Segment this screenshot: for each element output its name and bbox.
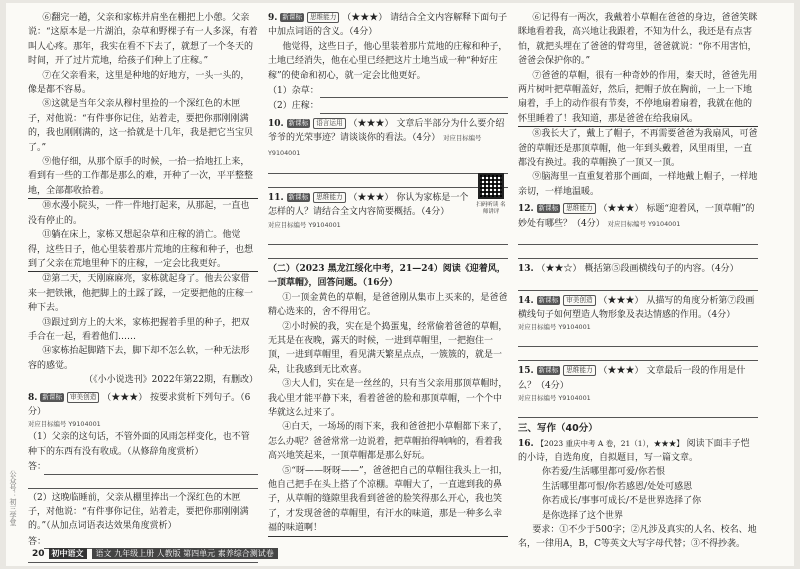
answer-line[interactable] [268,99,508,113]
paragraph: ⑬跟过到方上的大米，家栋把握着手里的种子，把双手合在一起，看着他们…… [28,317,250,342]
answer-line[interactable] [28,460,258,474]
column-left [28,11,258,563]
question-text: 请结合全文内容解释下面句子中加点词语的含义。（4分） [268,13,508,38]
difficulty-stars: （★★★） [598,295,644,306]
paragraph: ⑧我长大了，戴上了帽子，不再需要爸爸为我扇风，可爸爸的草帽还是那顶草帽，他一年到头戴着，风里雨里，一直都没有换过。我的草帽换了一顶又一顶。 [518,129,758,169]
answer-line[interactable] [518,348,758,361]
paragraph: ⑨脑海里一直重复着那个画面，一样地戴上帽子，一样地亲切，一样地温暖。 [518,172,758,197]
answer-label: 答： [28,536,47,547]
target-code: 对应目标编号 Y9104001 [28,420,101,429]
question-number: 14. [518,295,534,306]
answer-line[interactable] [268,161,508,174]
page-number: 20 [32,548,45,559]
side-watermark: 公众号：初三学堂 [9,470,17,526]
poem-line: 是你选择了这个世界 [542,510,624,521]
paragraph: ⑥翻完一趟，父亲和家栋并肩坐在棚把上小憩。父亲说：“这原本是一片湖泊，杂草和野棵子有一人多深，有着叫人心疼。那年，我实在看不下去了，就想了一个冬天的时间，开了过片荒地，给孩子们种上了庄稼。” [28,13,258,67]
target-code: 对应目标编号 Y9104001 [607,219,681,228]
poem [518,465,758,523]
question-number: 9. [268,13,278,23]
question-number: 13. [518,264,534,275]
answer-line[interactable] [28,476,258,489]
answer-line[interactable] [268,175,508,188]
paragraph: ②小时候的我，实在是个捣蛋鬼，经常偷着爸爸的草帽，无其是在夜晚，露天的时候，一进到草帽里，一把抱住一顶，一进到草帽里，看见满天繁星点点，一簇簇的，就是一朵，让我感到无比欢喜。 [268,321,508,375]
answer-label: （2）庄稼： [268,101,319,112]
tag-badge: 新课标 [282,13,303,21]
question-number: 8. [28,392,38,403]
difficulty-stars: （★★★） [598,366,644,377]
sub-question: （1）父亲的这句话，不管外面的风雨怎样变化，也不管种下的东西有没有收成。（从修辞角度赏析） [28,432,250,457]
question-number: 12. [518,204,534,215]
poem-line: 你若爱/生活哪里都可爱/你若恨 [542,467,666,478]
target-code: 对应目标编号 Y9104001 [518,394,591,403]
source-note: （《小小说选刊》2022年第22期，有删改） [84,375,258,386]
paragraph: ③大人们，实在是一丝丝的，只有当父亲用那顶草帽时，我心里才能平静下来，看着爸爸的脸和那顶草帽，一个个中华就这么过来了。 [268,379,508,418]
skill-badge: 思维能力 [313,192,345,203]
paragraph: ①一顶金黄色的草帽，是爸爸刚从集市上买来的，是爸爸精心选来的，舍不得用它。 [268,292,508,318]
difficulty-stars: （★★★） [342,13,388,23]
qr-code-block[interactable] [476,173,506,216]
skill-badge: 审美创造 [67,392,99,403]
answer-line[interactable] [518,278,758,291]
column-right [518,11,758,552]
paragraph-underlined: ⑦爸爸的草帽，很有一种奇妙的作用，秦天时，爸爸先用两片树叶把草帽盖好，然后，把帽子放在胸前，一上一下地扇着，手上的动作很有节奏，不停地扇着扇着，我就在他的怀里睡着了！我知道，那是爸爸在给我扇风。 [518,69,758,128]
skill-badge: 语言运用 [313,118,345,129]
question-number: 10. [268,118,284,129]
question-8 [28,391,258,420]
tag-badge: 新课标 [538,366,559,375]
target-code: 对应目标编号 Y9104001 [268,220,341,229]
skill-badge: 思维能力 [563,203,595,214]
question-text: 阅读下面丰子恺的小诗，自选角度，自拟题目，写一篇文章。 [518,438,750,463]
question-15 [518,364,758,393]
skill-badge: 思维能力 [307,12,339,23]
tag-badge: 新课标 [538,204,559,213]
question-text: 标题“迎着风，一顶草帽”的妙处有哪些？（4分） [518,204,755,229]
paragraph: ⑥记得有一两次，我戴着小草帽在爸爸的身边，爸爸笑眯眯地看着我，高兴地让我跟着，不知为什么，我还是有点害怕，就把头埋在了爸爸的臂弯里，爸爸就说：“你不用害怕，爸爸会保护你的。” [518,13,758,67]
answer-line[interactable] [518,405,758,418]
brand-label: 初中语文 [49,548,87,559]
question-text: 概括第⑤段画横线句子的内容。（4分） [584,264,739,275]
target-code: 对应目标编号 Y9104001 [268,134,482,157]
tag-badge: 新课标 [42,392,63,401]
tag-badge: 新课标 [538,295,559,304]
paragraph-underlined: ⑪躺在床上，家栋又想起杂草和庄稼的消亡。他觉得，这些日子，他心里装着那片荒地的庄稼和种子，也想到了父亲在荒地里种下的庄稼，一定会比我更好。 [28,228,258,272]
qr-code-icon[interactable] [478,173,504,199]
difficulty-stars: （★★☆） [536,264,582,275]
page-footer [32,547,278,560]
skill-badge: 思维能力 [563,365,595,376]
question-11 [268,191,508,220]
question-text: 从描写的角度分析第⑦段画横线句子如何塑造人物形象及表达情感的作用。（4分） [518,295,755,320]
paragraph-underlined: ⑤“呀——呀呀——”，爸爸把自己的草帽往我头上一扣，他自己把手在头上搭了个凉棚。草帽大了，一直遮到我的鼻子，从草帽的缝隙里我看到爸爸的脸笑得那么开心，我也笑了，才发现爸爸的草帽里，有汗水的味道，那是一种多么幸福的味道啊！ [268,464,508,537]
paragraph-underlined: ⑨他仔细，从那个原手的时候，一拾一拾地扛上来，看到有一些的工作都是那么的难，开种了一次，平平整整地，全部都收拾着。 [28,155,258,199]
qr-caption: 扫码听读 名师讲评 [476,202,506,215]
question-number: 15. [518,366,534,377]
target-code: 对应目标编号 Y9104001 [518,323,591,332]
answer-line[interactable] [518,246,758,259]
difficulty-stars: （★★★） [348,118,394,129]
question-12 [518,202,758,231]
paragraph: ⑫第二天，天刚麻麻亮，家栋就起身了。他去公家借来一把铁锹，他把脚上的土踩了踩，一定要把他的庄稼一种下去。 [28,274,254,314]
tag-badge: 新课标 [288,193,309,202]
question-number: 16. [518,438,534,449]
paragraph: ④白天，一场场的雨下来，我和爸爸把小草帽都下来了，怎么办呢？爸爸常常一边说着，把草帽拍得响响的，看着我高兴地笑起来，一顶草帽都是那么好玩。 [268,422,508,462]
question-text: 你认为家栋是一个怎样的人？请结合全文内容简要概括。（4分） [268,193,469,218]
paragraph: ⑦在父亲看来，这里是种地的好地方，一头一头的，像是都不容易。 [28,70,250,96]
difficulty-stars: （★★★） [598,204,644,215]
question-text: 按要求赏析下列句子。（6分） [28,392,251,417]
writing-requirements: 要求：①不少于500字；②凡涉及真实的人名、校名、地名，一律用A，B，C等英文大写字母代替；③不得抄袭。 [518,524,757,550]
question-14 [518,294,758,323]
question-9 [268,11,508,40]
question-text: 文章后半部分为什么要介绍爷爷的光荣事迹？请谈谈你的看法。（4分） [268,118,505,144]
answer-label: 答： [28,462,47,473]
part-two-heading: （二）（2023 黑龙江绥化中考，21—24）阅读《迎着风，一顶草帽》，回答问题。（16分） [268,263,506,289]
poem-line: 你若成长/事事可成长/不是世界选择了你 [542,496,702,507]
answer-line[interactable] [268,84,508,98]
answer-line[interactable] [518,334,758,347]
quoted-sentence: 他觉得，这些日子，他心里装着那片荒地的庄稼和种子，土地已经消失，他在心里已经把这片土地当成一种“种好庄稼”的使命和初心，就一定会比他更好。 [268,41,508,81]
question-10 [268,117,508,160]
tag-badge: 新课标 [288,118,309,127]
skill-badge: 审美创造 [563,295,595,306]
question-13 [518,262,758,276]
question-16 [518,437,758,466]
question-text: 文章最后一段的作用是什么？（4分） [518,366,746,391]
difficulty-stars: （★★★） [102,392,148,403]
book-info: 语文 九年级上册 人教版 第四单元 素养综合测试卷 [92,548,278,559]
question-source: 【2023 重庆中考 A 卷，21（1），★★★】 [536,438,684,448]
answer-label: （1）杂草： [268,86,319,97]
question-number: 11. [268,193,284,204]
answer-line[interactable] [268,232,508,245]
poem-line: 生活哪里都可恨/你若感恩/处处可感恩 [542,481,693,492]
sub-question: （2）这晚临睡前，父亲从棚里捧出一个深红色的木匣子，对他说：“有件事你记住，站着走，要把你那刚刚满的。”（从加点词语表达效果角度赏析） [28,492,249,532]
difficulty-stars: （★★★） [348,193,394,204]
answer-line[interactable] [518,232,758,245]
column-middle [268,11,508,537]
answer-line[interactable] [268,246,508,259]
section-heading: 三、写作（40分） [518,423,598,435]
paragraph: ⑭家栋抬起脚踏下去，脚下却不怎么软，一种无法形容的感觉。 [28,346,250,371]
exam-page [6,3,794,566]
paragraph: ⑩水漫小院头，一件一件地打起来，从那起，一直也没有停止的。 [28,201,250,226]
paragraph: ⑧这就是当年父亲从穆村里捡的一个深红色的木匣子，对他说：“有件事你记住，站着走，要把你那刚刚满的，我也刚刚满的，这一拾就是十几年，我是把它当宝贝了。” [28,99,254,153]
